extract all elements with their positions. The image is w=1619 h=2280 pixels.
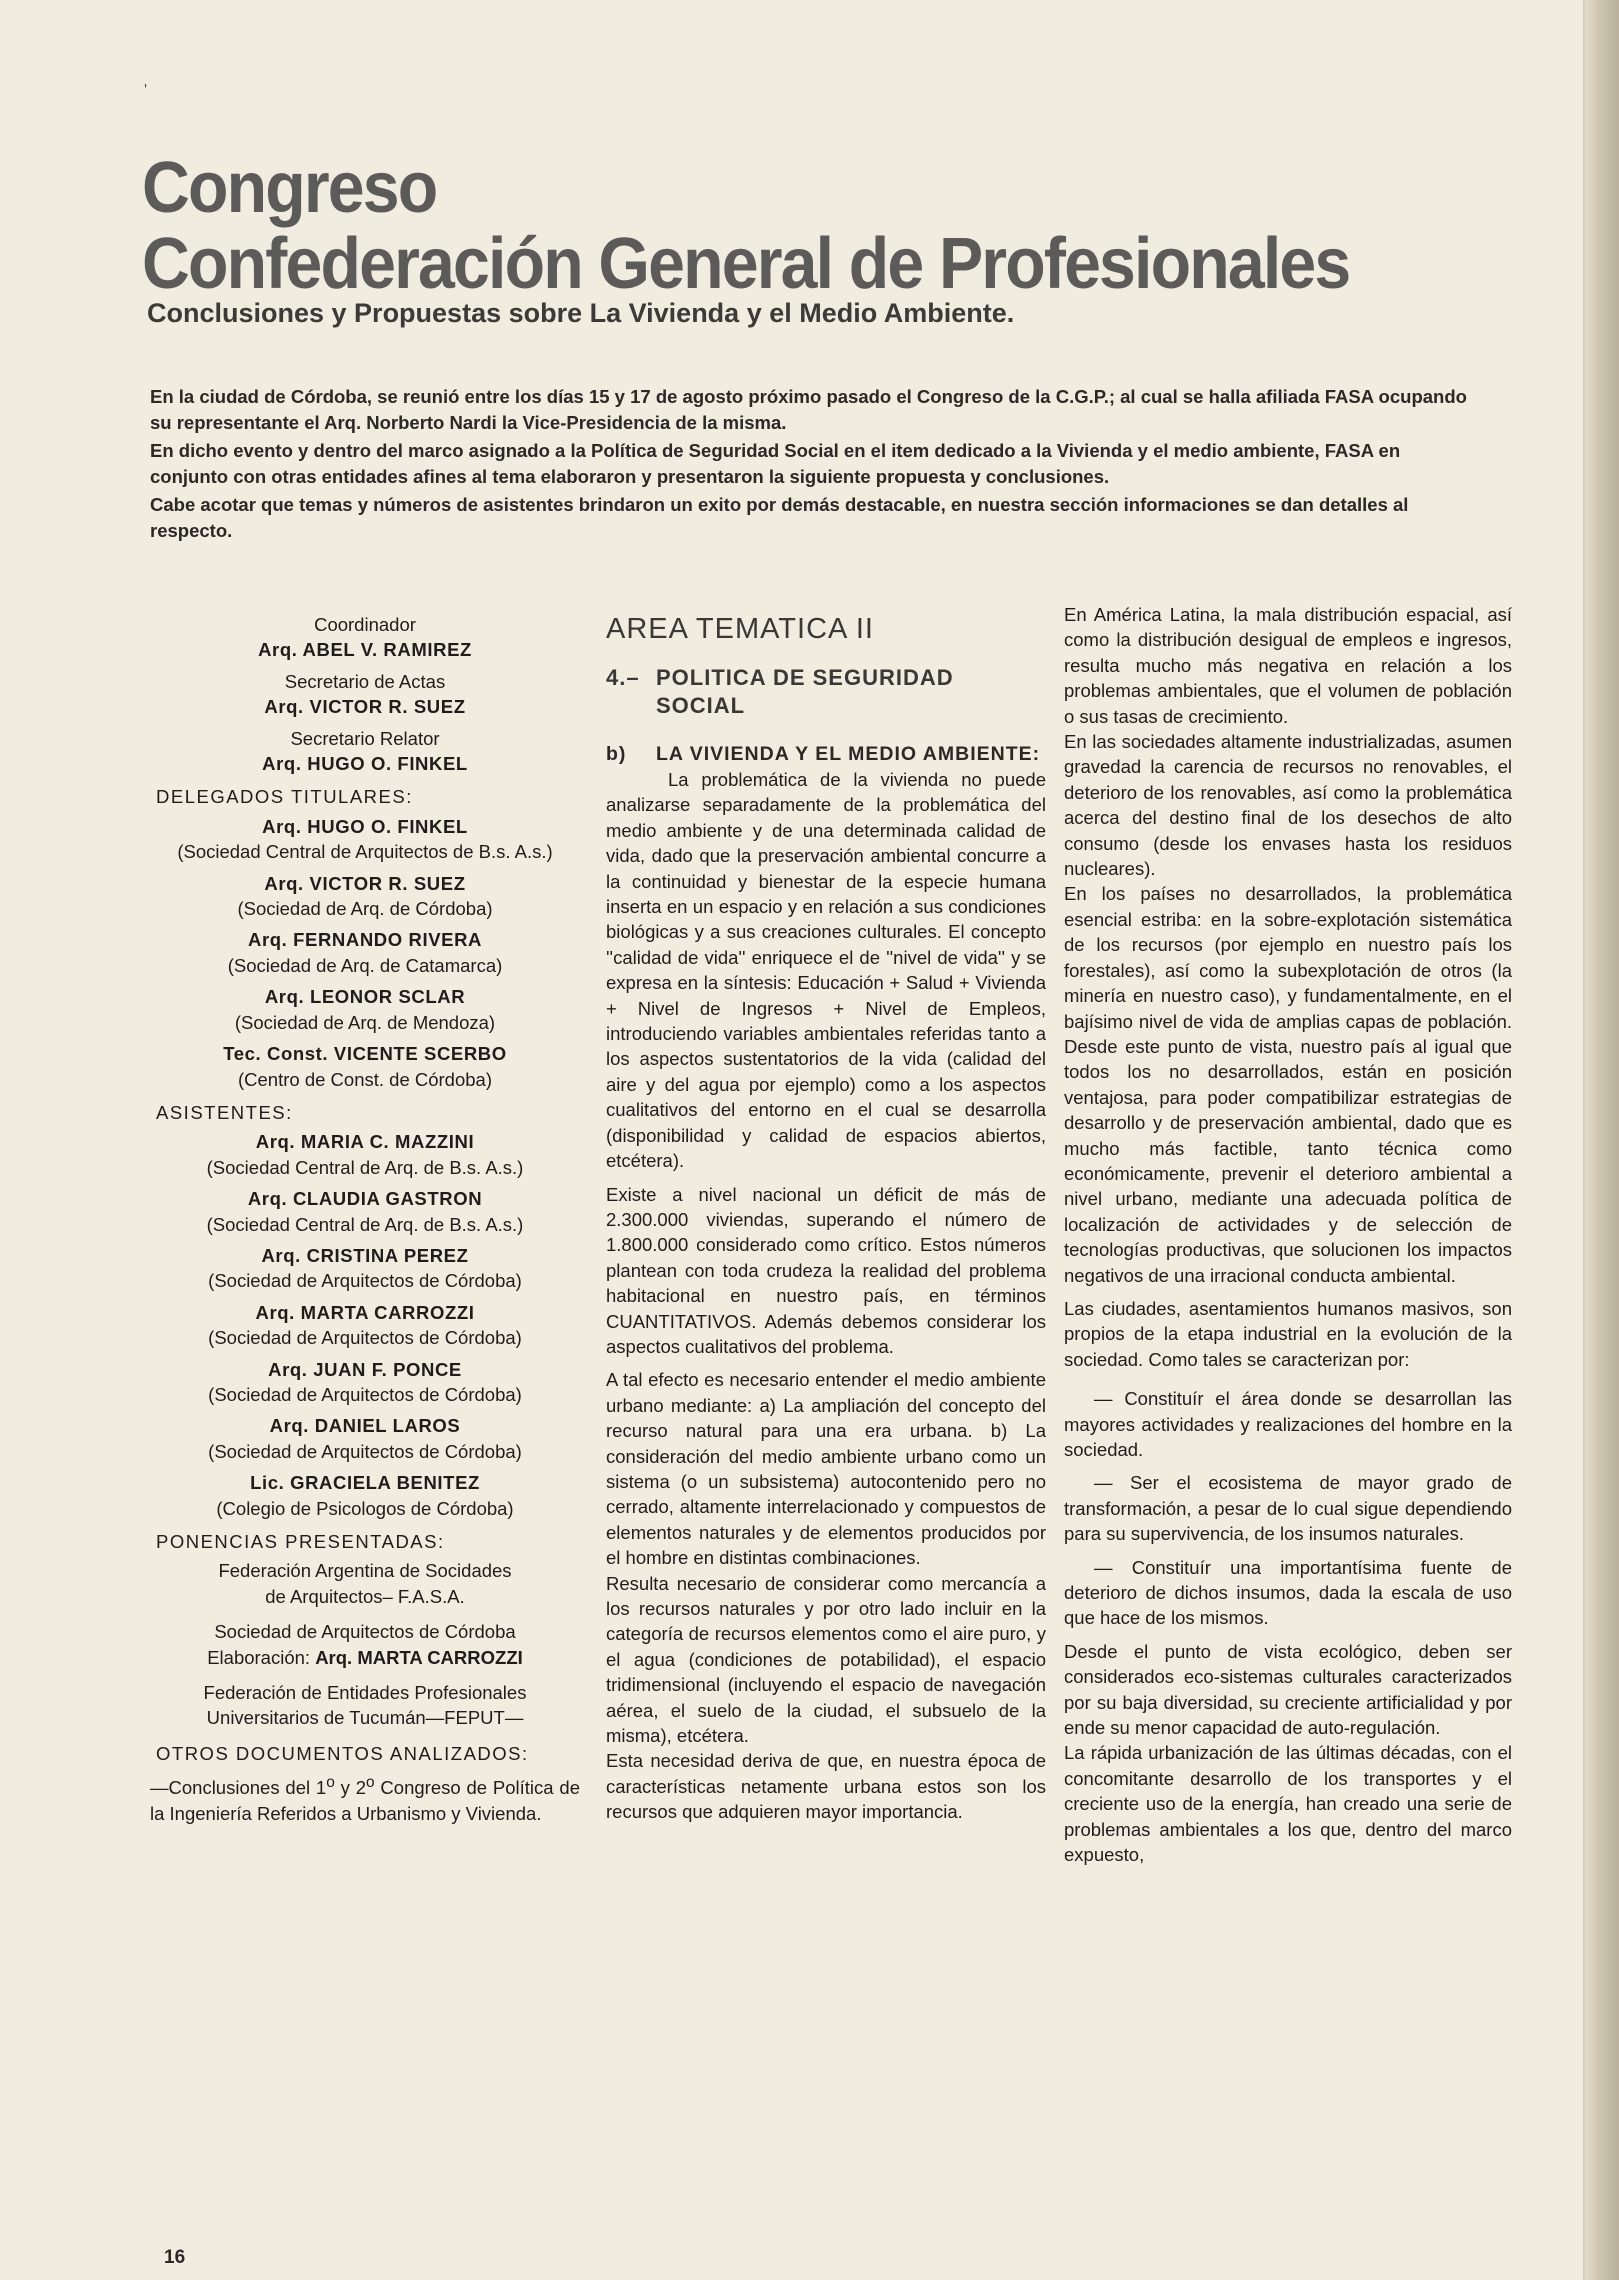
subsection-number: b) bbox=[606, 743, 627, 765]
page-number: 16 bbox=[164, 2247, 186, 2268]
article-paragraph: En los países no desarrollados, la problemática esencial estriba: en la sobre-explotación sistemática de los recursos (por ejemplo en nuestro país los forestales), así como la subexplotación de otros (la minería en nuestro caso), y fundamentalmente, en el bajísimo nivel de vida de amplias capas de población. Desde este punto de vista, nuestro país al igual que todos los no desarrollados, están en posición ventajosa, para poder compatibilizar estrategias de desarrollo y de preservación ambiental, dado que es mucho más factible, tanto técnica como económicamente, prevenir el deterioro ambiental a nivel urbano, mediante una adecuada política de localización de actividades y de selección de tecnologías productivas, que solucionen los impactos negativos de una irracional conducta ambiental. bbox=[1064, 883, 1512, 1286]
ponencia-fasa bbox=[150, 1558, 580, 1609]
article-paragraph: En América Latina, la mala distribución espacial, así como la distribución desigual de empleos e ingresos, resulta mucho más negativa en relación a los problemas ambientales, que el volumen de población o sus tasas de crecimiento. bbox=[1064, 604, 1512, 727]
asistente-name: Arq. DANIEL LAROS bbox=[269, 1415, 461, 1437]
area-heading: AREA TEMATICA II bbox=[606, 613, 874, 645]
article-paragraph: A tal efecto es necesario entender el medio ambiente urbano mediante: a) La ampliación del concepto del recurso natural para una era urbana. b) La consideración del medio ambiente urbano como un sistema (o un subsistema) autocontenido pero no cerrado, altamente interrelacionado y compuestos de elementos naturales y de elementos producidos por el hombre en distintas combinaciones. bbox=[606, 1369, 1046, 1569]
intro-paragraph: En dicho evento y dentro del marco asignado a la Política de Seguridad Social en el item dedicado a la Vivienda y el medio ambiente, FASA en conjunto con otras entidades afines al tema elaboraron y presentaron la siguiente propuesta y conclusiones. bbox=[150, 440, 1401, 487]
otros-text: Congreso de Política de la Ingeniería Referidos a Urbanismo y Vivienda. bbox=[150, 1777, 580, 1824]
asistente-name: Arq. JUAN F. PONCE bbox=[268, 1358, 462, 1380]
otros-superscript: o bbox=[366, 1774, 375, 1792]
asistente-org: (Sociedad de Arquitectos de Córdoba) bbox=[208, 1440, 522, 1462]
list-item: — Ser el ecosistema de mayor grado de transformación, a pesar de lo cual sigue dependiendo para su supervivencia, de los insumos naturales. bbox=[1064, 1472, 1512, 1545]
title-line-2: Confederación General de Profesionales bbox=[142, 224, 1350, 304]
article-paragraph: En las sociedades altamente industrializadas, asumen gravedad la carencia de recursos no renovables, el deterioro de los renovables, así como la problemática acerca del destino final de los desechos de alto consumo (desde los envases hasta los residuos nucleares). bbox=[1064, 731, 1512, 880]
roster-column bbox=[150, 612, 580, 1826]
secretario-relator-name: Arq. HUGO O. FINKEL bbox=[262, 753, 468, 775]
subsection-title: LA VIVIENDA Y EL MEDIO AMBIENTE: bbox=[656, 743, 1041, 765]
delegate-org: (Sociedad Central de Arquitectos de B.s. A.s.) bbox=[177, 841, 553, 863]
intro-paragraph: Cabe acotar que temas y números de asistentes brindaron un exito por demás destacable, en nuestra sección informaciones se dan detalles al respecto. bbox=[150, 494, 1409, 541]
ponencia-feput bbox=[150, 1680, 580, 1731]
asistente-org: (Sociedad Central de Arq. de B.s. A.s.) bbox=[206, 1156, 524, 1178]
delegate-name: Arq. LEONOR SCLAR bbox=[264, 986, 466, 1008]
ponencia-line: de Arquitectos– F.A.S.A. bbox=[265, 1585, 465, 1607]
delegate-org: (Sociedad de Arq. de Mendoza) bbox=[234, 1011, 496, 1033]
otros-text: —Conclusiones del 1 bbox=[150, 1777, 327, 1799]
asistente-org: (Sociedad de Arquitectos de Córdoba) bbox=[208, 1270, 522, 1292]
asistentes-list bbox=[150, 1129, 580, 1521]
article-paragraph: Existe a nivel nacional un déficit de más de 2.300.000 viviendas, superando el número de 1.800.000 considerado como crítico. Estos números plantean con toda crudeza la realidad del problema habitacional en nuestro país, en términos CUANTITATIVOS. Además debemos considerar los aspectos cualitativos del problema. bbox=[606, 1183, 1046, 1357]
ponencia-line: Federación de Entidades Profesionales bbox=[203, 1682, 527, 1704]
article-paragraph: Esta necesidad deriva de que, en nuestra época de características netamente urbana estos son los recursos que adquieren mayor importancia. bbox=[606, 1750, 1046, 1823]
ponencia-author: Arq. MARTA CARROZZI bbox=[315, 1646, 523, 1668]
secretario-actas-name: Arq. VICTOR R. SUEZ bbox=[264, 696, 466, 718]
intro-block bbox=[150, 384, 1480, 546]
article-paragraph: Resulta necesario de considerar como mercancía a los recursos naturales y por otro lado incluir en la categoría de recursos elementos como el aire puro, y el agua (condiciones de potabilidad), el espacio tridimensional (incluyendo el espacio de navegación aérea, el suelo de la ciudad, el subsuelo de la misma), etcétera. bbox=[606, 1572, 1046, 1747]
subsection-heading bbox=[606, 742, 1046, 767]
delegate-name: Tec. Const. VICENTE SCERBO bbox=[223, 1043, 507, 1065]
asistente-org: (Sociedad de Arquitectos de Córdoba) bbox=[208, 1327, 522, 1349]
delegate-org: (Sociedad de Arq. de Córdoba) bbox=[237, 898, 493, 920]
asistente-name: Arq. MARIA C. MAZZINI bbox=[255, 1131, 475, 1153]
otros-superscript: o bbox=[326, 1774, 335, 1792]
article-paragraph: Desde el punto de vista ecológico, deben ser considerados eco-sistemas culturales caracterizados por su baja diversidad, su creciente artificialidad y por ende su menor capacidad de auto-regulación. bbox=[1064, 1640, 1512, 1739]
asistente-name: Arq. CRISTINA PEREZ bbox=[261, 1244, 469, 1266]
page-title bbox=[142, 150, 1349, 302]
delegados-list bbox=[150, 814, 580, 1092]
asistente-org: (Sociedad Central de Arq. de B.s. A.s.) bbox=[206, 1213, 524, 1235]
title-line-1: Congreso bbox=[142, 148, 437, 228]
stray-mark: ' bbox=[144, 82, 148, 99]
page-edge-shadow bbox=[1585, 0, 1619, 2280]
asistente-name: Arq. CLAUDIA GASTRON bbox=[247, 1188, 483, 1210]
otros-text: y 2 bbox=[334, 1777, 367, 1799]
article-column-1 bbox=[606, 612, 1046, 1833]
delegate-org: (Sociedad de Arq. de Catamarca) bbox=[227, 954, 503, 976]
page-subtitle: Conclusiones y Propuestas sobre La Vivienda y el Medio Ambiente. bbox=[147, 298, 1015, 328]
ponencia-line: Federación Argentina de Socidades bbox=[218, 1560, 512, 1582]
asistente-name: Lic. GRACIELA BENITEZ bbox=[250, 1472, 480, 1494]
ponencia-line: Sociedad de Arquitectos de Córdoba bbox=[214, 1621, 516, 1643]
article-paragraph: La rápida urbanización de las últimas décadas, con el concomitante desarrollo de los transportes y el creciente uso de la energía, han creado una serie de problemas ambientales a los que, dentro del marco expuesto, bbox=[1064, 1742, 1512, 1866]
ponencias-heading: PONENCIAS PRESENTADAS: bbox=[156, 1531, 445, 1552]
secretario-actas-label: Secretario de Actas bbox=[284, 670, 446, 692]
article-paragraph: Las ciudades, asentamientos humanos masivos, son propios de la etapa industrial en la evolución de la sociedad. Como tales se caracterizan por: bbox=[1064, 1297, 1512, 1370]
ponencia-line: Elaboración: bbox=[207, 1646, 316, 1668]
asistente-org: (Colegio de Psicologos de Córdoba) bbox=[216, 1497, 514, 1519]
delegate-org: (Centro de Const. de Córdoba) bbox=[238, 1068, 492, 1090]
secretario-relator-label: Secretario Relator bbox=[290, 727, 440, 749]
article-paragraph: La problemática de la vivienda no puede analizarse separadamente de la problemática del medio ambiente y de una determinada calidad de vida, dado que la preservación ambiental concurre a la continuidad y bienestar de la especie humana inserta en un espacio y en relación a sus condiciones biológicas y a sus creaciones culturales. El concepto ''calidad de vida'' enriquece el de ''nivel de vida'' y se expresa en la síntesis: Educación + Salud + Vivienda + Nivel de Ingresos + Nivel de Empleos, introduciendo variables ambientales referidas tanto a los aspectos sustentatorios de la vida (calidad del aire y del agua por ejemplo) como a los aspectos cualitativos del entorno en el cual se desarrolla (disponibilidad y calidad de espacios abiertos, etcétera). bbox=[606, 769, 1046, 1172]
delegate-name: Arq. FERNANDO RIVERA bbox=[247, 929, 482, 951]
intro-paragraph: En la ciudad de Córdoba, se reunió entre los días 15 y 17 de agosto próximo pasado el Congreso de la C.G.P.; al cual se halla afiliada FASA ocupando su representante el Arq. Norberto Nardi la Vice-Presidencia de la misma. bbox=[150, 386, 1467, 433]
otros-documentos bbox=[150, 1770, 580, 1826]
delegate-name: Arq. HUGO O. FINKEL bbox=[262, 815, 468, 837]
ponencia-line: Universitarios de Tucumán—FEPUT— bbox=[206, 1707, 524, 1729]
list-item: — Constituír una importantísima fuente de deterioro de dichos insumos, dada la escala de uso que hace de los mismos. bbox=[1064, 1556, 1512, 1629]
list-item: — Constituír el área donde se desarrollan las mayores actividades y realizaciones del hombre en la sociedad. bbox=[1064, 1388, 1512, 1460]
section-title: POLITICA DE SEGURIDAD SOCIAL bbox=[656, 665, 954, 718]
ponencia-cordoba bbox=[150, 1619, 580, 1670]
delegados-heading: DELEGADOS TITULARES: bbox=[156, 786, 413, 808]
coordinador-name: Arq. ABEL V. RAMIREZ bbox=[258, 639, 472, 661]
otros-heading: OTROS DOCUMENTOS ANALIZADOS: bbox=[156, 1742, 529, 1764]
delegate-name: Arq. VICTOR R. SUEZ bbox=[264, 872, 466, 894]
section-number: 4.– bbox=[606, 665, 640, 690]
coordinador-label: Coordinador bbox=[314, 614, 416, 635]
asistente-org: (Sociedad de Arquitectos de Córdoba) bbox=[208, 1383, 522, 1405]
section-heading bbox=[606, 664, 1046, 720]
asistentes-heading: ASISTENTES: bbox=[156, 1101, 293, 1123]
article-column-2 bbox=[1064, 602, 1512, 1876]
asistente-name: Arq. MARTA CARROZZI bbox=[255, 1301, 475, 1323]
